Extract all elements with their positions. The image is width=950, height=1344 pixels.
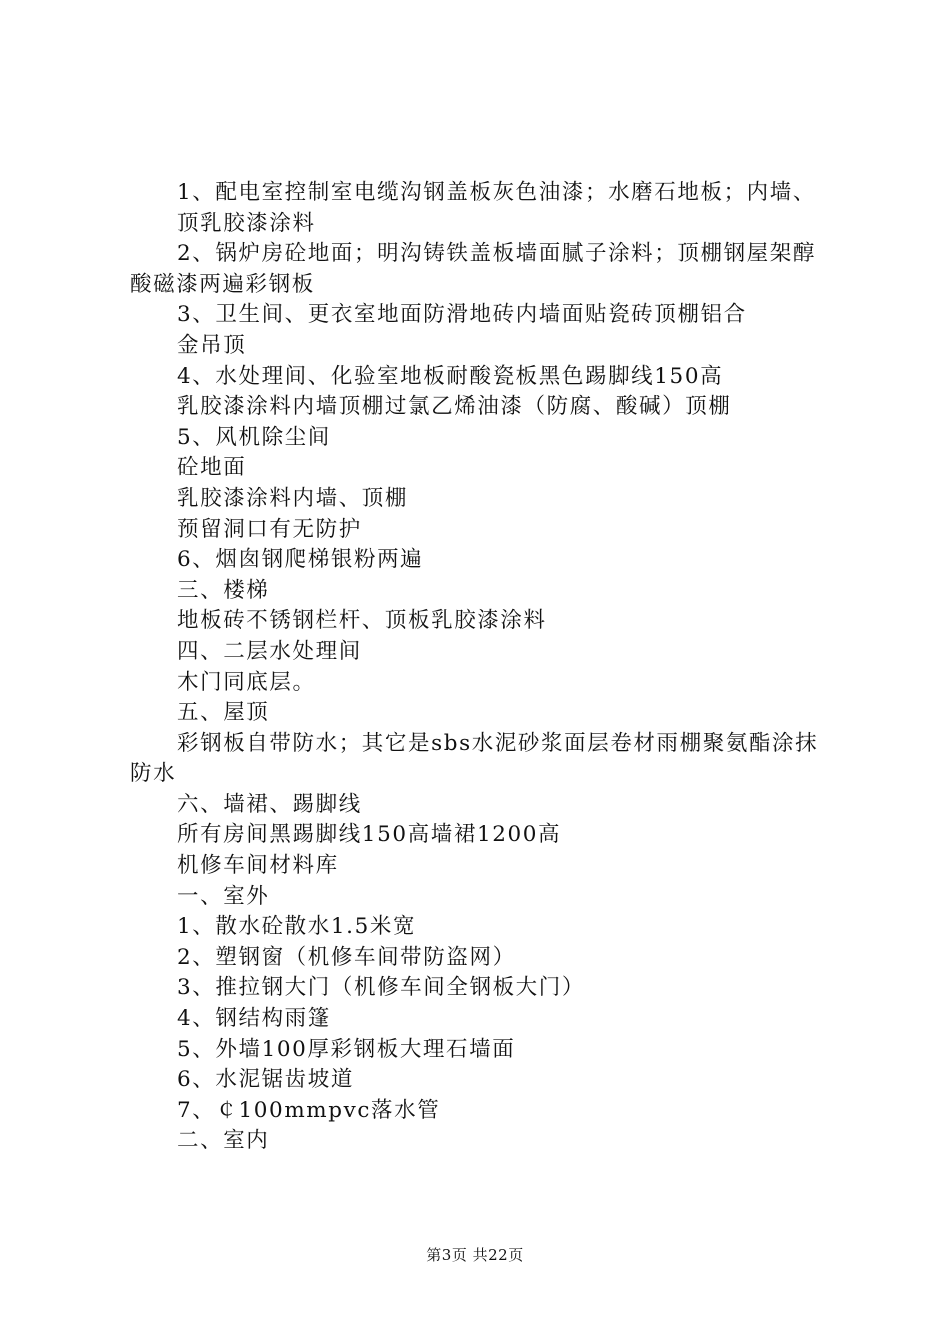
text-line: 预留洞口有无防护 [177, 516, 362, 542]
text-line: 5、外墙100厚彩钢板大理石墙面 [177, 1036, 516, 1062]
section-heading: 三、楼梯 [177, 577, 270, 603]
document-body [130, 178, 830, 1157]
section-heading: 四、二层水处理间 [177, 638, 362, 664]
text-line: 顶乳胶漆涂料 [177, 210, 316, 236]
section-heading: 五、屋顶 [177, 700, 270, 726]
text-line: 1、配电室控制室电缆沟钢盖板灰色油漆；水磨石地板；内墙、 [177, 180, 816, 205]
text-line: 6、烟囱钢爬梯银粉两遍 [177, 547, 424, 573]
text-line: 6、水泥锯齿坡道 [177, 1067, 354, 1093]
page-footer: 第3页 共22页 [426, 1246, 524, 1264]
text-line: 1、散水砼散水1.5米宽 [177, 914, 417, 940]
text-line: 砼地面 [177, 455, 247, 481]
text-line: 7、￠100mmpvc落水管 [177, 1097, 441, 1123]
section-heading: 一、室外 [177, 883, 270, 909]
text-line: 所有房间黑踢脚线150高墙裙1200高 [177, 822, 562, 848]
text-line: 乳胶漆涂料内墙、顶棚 [177, 485, 409, 511]
section-heading: 六、墙裙、踢脚线 [177, 791, 362, 817]
text-line: 地板砖不锈钢栏杆、顶板乳胶漆涂料 [177, 608, 547, 634]
text-line: 木门同底层。 [177, 669, 316, 695]
section-heading: 二、室内 [177, 1128, 270, 1154]
text-line: 3、推拉钢大门（机修车间全钢板大门） [177, 975, 585, 1001]
section-heading: 机修车间材料库 [177, 853, 339, 879]
text-line: 4、水处理间、化验室地板耐酸瓷板黑色踢脚线150高 [177, 363, 724, 389]
text-line: 彩钢板自带防水；其它是sbs水泥砂浆面层卷材雨棚聚氨酯涂抹防水 [130, 730, 819, 787]
text-line: 5、风机除尘间 [177, 424, 331, 450]
text-line: 乳胶漆涂料内墙顶棚过氯乙烯油漆（防腐、酸碱）顶棚 [177, 394, 732, 420]
text-line: 金吊顶 [177, 332, 247, 358]
text-line: 4、钢结构雨篷 [177, 1006, 331, 1032]
text-line: 2、锅炉房砼地面；明沟铸铁盖板墙面腻子涂料；顶棚钢屋架醇酸磁漆两遍彩钢板 [130, 241, 816, 297]
text-line: 2、塑钢窗（机修车间带防盗网） [177, 944, 516, 970]
text-line: 3、卫生间、更衣室地面防滑地砖内墙面贴瓷砖顶棚铝合 [177, 302, 747, 328]
